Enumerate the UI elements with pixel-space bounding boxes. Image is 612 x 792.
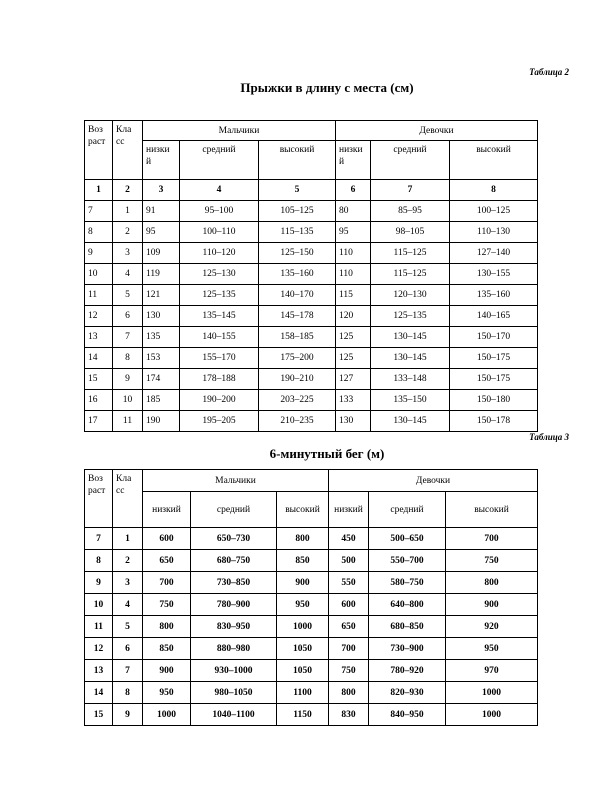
header-girls-mid: средний (371, 141, 450, 180)
table-cell: 125 (336, 348, 371, 369)
table-cell: 8 (85, 550, 113, 572)
table-row (85, 550, 538, 572)
table-cell: 10 (85, 264, 113, 285)
table-cell: 850 (277, 550, 329, 572)
table-cell: 640–800 (369, 594, 446, 616)
table-cell: 1050 (277, 638, 329, 660)
table-cell: 85–95 (371, 201, 450, 222)
table-cell: 125–150 (259, 243, 336, 264)
table-row (85, 327, 538, 348)
table-row (85, 348, 538, 369)
table-cell: 158–185 (259, 327, 336, 348)
table-cell: 600 (329, 594, 369, 616)
header-boys: Мальчики (143, 470, 329, 492)
table-row (85, 528, 538, 550)
table-cell: 2 (113, 222, 143, 243)
table-cell: 130–145 (371, 327, 450, 348)
table-cell: 5 (113, 285, 143, 306)
column-number: 8 (450, 180, 538, 201)
table-cell: 750 (329, 660, 369, 682)
table-cell: 175–200 (259, 348, 336, 369)
table-cell: 115 (336, 285, 371, 306)
table-cell: 750 (143, 594, 191, 616)
table-cell: 6 (113, 638, 143, 660)
table-cell: 119 (143, 264, 180, 285)
column-number: 4 (180, 180, 259, 201)
table-cell: 95 (143, 222, 180, 243)
table-cell: 950 (143, 682, 191, 704)
table-cell: 80 (336, 201, 371, 222)
table-cell: 800 (329, 682, 369, 704)
table-cell: 930–1000 (191, 660, 277, 682)
table1-title: Прыжки в длину с места (см) (240, 80, 414, 95)
table-cell: 195–205 (180, 411, 259, 432)
table-cell: 920 (446, 616, 538, 638)
table-cell: 780–920 (369, 660, 446, 682)
table-cell: 450 (329, 528, 369, 550)
header-age: Воз раст (85, 121, 113, 180)
header-girls-low: низки й (336, 141, 371, 180)
table-cell: 950 (277, 594, 329, 616)
table-cell: 190 (143, 411, 180, 432)
table-row (85, 201, 538, 222)
table-cell: 133–148 (371, 369, 450, 390)
table-cell: 10 (85, 594, 113, 616)
table-cell: 7 (113, 327, 143, 348)
table-cell: 900 (446, 594, 538, 616)
table-cell: 110 (336, 264, 371, 285)
table-cell: 95 (336, 222, 371, 243)
table-cell: 15 (85, 704, 113, 726)
long-jump-table (84, 120, 538, 432)
table-cell: 550–700 (369, 550, 446, 572)
table-cell: 135 (143, 327, 180, 348)
table-cell: 600 (143, 528, 191, 550)
table-cell: 1040–1100 (191, 704, 277, 726)
header-girls-high: высокий (446, 492, 538, 528)
table-cell: 700 (143, 572, 191, 594)
table-cell: 650 (329, 616, 369, 638)
table-cell: 12 (85, 306, 113, 327)
table-cell: 13 (85, 660, 113, 682)
table-cell: 3 (113, 243, 143, 264)
table-row (85, 369, 538, 390)
table-cell: 135–150 (371, 390, 450, 411)
table-cell: 8 (113, 348, 143, 369)
table-cell: 800 (446, 572, 538, 594)
header-girls: Девочки (336, 121, 538, 141)
table-cell: 115–125 (371, 243, 450, 264)
table-cell: 700 (329, 638, 369, 660)
table-cell: 1000 (446, 682, 538, 704)
table-cell: 2 (113, 550, 143, 572)
header-boys-high: высокий (259, 141, 336, 180)
table-cell: 780–900 (191, 594, 277, 616)
table-cell: 133 (336, 390, 371, 411)
table-cell: 650–730 (191, 528, 277, 550)
table-cell: 98–105 (371, 222, 450, 243)
table-cell: 1150 (277, 704, 329, 726)
table-cell: 1 (113, 201, 143, 222)
table-cell: 550 (329, 572, 369, 594)
table-cell: 750 (446, 550, 538, 572)
table-cell: 140–170 (259, 285, 336, 306)
table-row (85, 594, 538, 616)
table-row (85, 682, 538, 704)
table-cell: 11 (85, 616, 113, 638)
table-cell: 150–175 (450, 369, 538, 390)
table-cell: 130–145 (371, 348, 450, 369)
table-cell: 178–188 (180, 369, 259, 390)
table-cell: 135–145 (180, 306, 259, 327)
table-cell: 140–155 (180, 327, 259, 348)
table-row (85, 660, 538, 682)
table-cell: 190–210 (259, 369, 336, 390)
table-cell: 7 (85, 201, 113, 222)
header-boys-low: низкий (143, 492, 191, 528)
table-cell: 210–235 (259, 411, 336, 432)
table-cell: 130–155 (450, 264, 538, 285)
table-cell: 8 (113, 682, 143, 704)
header-girls-mid: средний (369, 492, 446, 528)
table-cell: 580–750 (369, 572, 446, 594)
table-cell: 155–170 (180, 348, 259, 369)
table-cell: 121 (143, 285, 180, 306)
table-cell: 10 (113, 390, 143, 411)
table-row (85, 411, 538, 432)
table-cell: 850 (143, 638, 191, 660)
table-cell: 17 (85, 411, 113, 432)
table-cell: 174 (143, 369, 180, 390)
table-row (85, 638, 538, 660)
table-cell: 115–125 (371, 264, 450, 285)
table-cell: 650 (143, 550, 191, 572)
table-cell: 9 (85, 572, 113, 594)
table-cell: 6 (113, 306, 143, 327)
header-boys-mid: средний (191, 492, 277, 528)
table-cell: 800 (143, 616, 191, 638)
table-cell: 8 (85, 222, 113, 243)
table-cell: 14 (85, 348, 113, 369)
table-cell: 150–180 (450, 390, 538, 411)
table-cell: 127 (336, 369, 371, 390)
table-cell: 800 (277, 528, 329, 550)
table-row (85, 616, 538, 638)
table-cell: 203–225 (259, 390, 336, 411)
six-minute-run-table (84, 469, 538, 726)
table-row (85, 390, 538, 411)
table-cell: 110 (336, 243, 371, 264)
column-number: 1 (85, 180, 113, 201)
header-boys-high: высокий (277, 492, 329, 528)
table-cell: 125–135 (371, 306, 450, 327)
table-cell: 115–135 (259, 222, 336, 243)
table-cell: 3 (113, 572, 143, 594)
column-number: 2 (113, 180, 143, 201)
table1-label: Таблица 2 (529, 67, 569, 77)
table-cell: 500 (329, 550, 369, 572)
column-number: 5 (259, 180, 336, 201)
table-cell: 830–950 (191, 616, 277, 638)
table-cell: 9 (113, 369, 143, 390)
table-cell: 970 (446, 660, 538, 682)
table-cell: 109 (143, 243, 180, 264)
table-cell: 120–130 (371, 285, 450, 306)
table-cell: 100–125 (450, 201, 538, 222)
table-cell: 5 (113, 616, 143, 638)
table-cell: 730–900 (369, 638, 446, 660)
table-cell: 1000 (446, 704, 538, 726)
table-cell: 4 (113, 264, 143, 285)
table-cell: 900 (277, 572, 329, 594)
table-cell: 153 (143, 348, 180, 369)
table2-label: Таблица 3 (529, 432, 569, 442)
table-cell: 1000 (143, 704, 191, 726)
table-cell: 7 (113, 660, 143, 682)
table-cell: 14 (85, 682, 113, 704)
table-cell: 91 (143, 201, 180, 222)
table-cell: 820–930 (369, 682, 446, 704)
table-cell: 900 (143, 660, 191, 682)
table-cell: 95–100 (180, 201, 259, 222)
header-boys-low: низки й (143, 141, 180, 180)
table-cell: 190–200 (180, 390, 259, 411)
table-cell: 680–850 (369, 616, 446, 638)
table-cell: 730–850 (191, 572, 277, 594)
table-row (85, 264, 538, 285)
table-cell: 7 (85, 528, 113, 550)
table-cell: 145–178 (259, 306, 336, 327)
table-row (85, 285, 538, 306)
header-grade: Кла сс (113, 121, 143, 180)
table-cell: 4 (113, 594, 143, 616)
table-cell: 185 (143, 390, 180, 411)
table-cell: 830 (329, 704, 369, 726)
header-boys: Мальчики (143, 121, 336, 141)
table2-title: 6-минутный бег (м) (269, 446, 385, 461)
column-number: 3 (143, 180, 180, 201)
table-row (85, 704, 538, 726)
table-cell: 135–160 (259, 264, 336, 285)
table-cell: 13 (85, 327, 113, 348)
table-cell: 9 (85, 243, 113, 264)
header-age: Воз раст (85, 470, 113, 528)
header-girls-low: низкий (329, 492, 369, 528)
table-cell: 125–135 (180, 285, 259, 306)
table-cell: 140–165 (450, 306, 538, 327)
table-cell: 135–160 (450, 285, 538, 306)
table-cell: 130–145 (371, 411, 450, 432)
table-cell: 125–130 (180, 264, 259, 285)
table-cell: 150–170 (450, 327, 538, 348)
header-boys-mid: средний (180, 141, 259, 180)
table-cell: 15 (85, 369, 113, 390)
table-cell: 1 (113, 528, 143, 550)
table-cell: 100–110 (180, 222, 259, 243)
table-cell: 1050 (277, 660, 329, 682)
table-cell: 11 (113, 411, 143, 432)
table-cell: 1000 (277, 616, 329, 638)
table-cell: 9 (113, 704, 143, 726)
header-girls: Девочки (329, 470, 538, 492)
table-row (85, 243, 538, 264)
header-girls-high: высокий (450, 141, 538, 180)
column-number: 7 (371, 180, 450, 201)
column-number: 6 (336, 180, 371, 201)
table-cell: 125 (336, 327, 371, 348)
table-row (85, 572, 538, 594)
table-cell: 880–980 (191, 638, 277, 660)
table-cell: 16 (85, 390, 113, 411)
table-cell: 110–120 (180, 243, 259, 264)
table-cell: 840–950 (369, 704, 446, 726)
header-grade: Кла сс (113, 470, 143, 528)
table-cell: 700 (446, 528, 538, 550)
table-row (85, 222, 538, 243)
table-cell: 980–1050 (191, 682, 277, 704)
table-cell: 12 (85, 638, 113, 660)
table-cell: 127–140 (450, 243, 538, 264)
table-cell: 130 (336, 411, 371, 432)
table-row (85, 306, 538, 327)
table-cell: 130 (143, 306, 180, 327)
table-cell: 110–130 (450, 222, 538, 243)
table-cell: 105–125 (259, 201, 336, 222)
table-cell: 150–178 (450, 411, 538, 432)
table-cell: 1100 (277, 682, 329, 704)
table-cell: 120 (336, 306, 371, 327)
table-cell: 11 (85, 285, 113, 306)
table-cell: 500–650 (369, 528, 446, 550)
table-cell: 950 (446, 638, 538, 660)
table-cell: 150–175 (450, 348, 538, 369)
table-cell: 680–750 (191, 550, 277, 572)
